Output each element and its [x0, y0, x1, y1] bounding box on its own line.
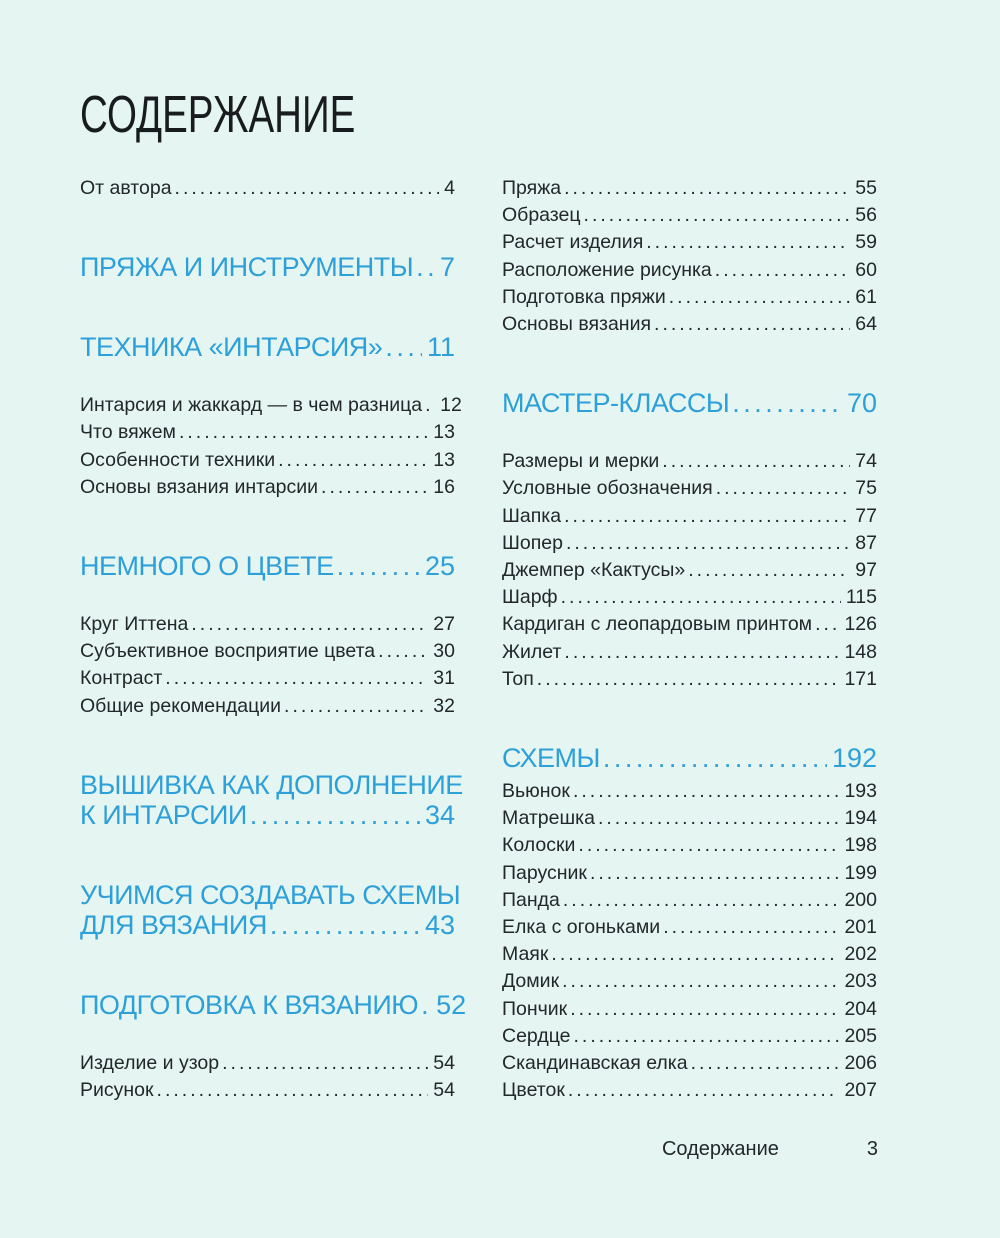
- dot-leader: [551, 941, 839, 968]
- toc-entry-label: Маяк: [502, 943, 549, 966]
- dot-leader: [563, 887, 840, 914]
- toc-section-title: ДЛЯ ВЯЗАНИЯ: [80, 909, 267, 940]
- dot-leader: [732, 388, 842, 418]
- toc-entry-page: 201: [844, 916, 877, 939]
- toc-entry: [502, 887, 877, 914]
- toc-section-title: УЧИМСЯ СОЗДАВАТЬ СХЕМЫ: [80, 879, 461, 910]
- toc-column-right: [502, 175, 877, 1104]
- toc-entry-page: 61: [855, 285, 877, 308]
- toc-column-left: [80, 175, 467, 1104]
- toc-entry-label: Контраст: [80, 667, 163, 690]
- toc-entry: [80, 1077, 455, 1104]
- dot-leader: [385, 332, 422, 362]
- toc-entry-page: 203: [844, 970, 877, 993]
- toc-entry-page: 194: [844, 807, 877, 830]
- dot-leader: [688, 557, 850, 584]
- dot-leader: [270, 910, 420, 940]
- dot-leader: [654, 311, 850, 338]
- toc-section-page: 11: [426, 332, 455, 363]
- dot-leader: [573, 778, 840, 805]
- toc-entry-page: 193: [844, 780, 877, 803]
- dot-leader: [574, 1023, 840, 1050]
- toc-entry: [502, 832, 877, 859]
- toc-entry-label: Что вяжем: [80, 421, 176, 444]
- toc-entry-page: 205: [844, 1024, 877, 1047]
- toc-section-page: 70: [846, 388, 877, 419]
- toc-section-heading-line: [80, 252, 455, 282]
- toc-entry-page: 77: [855, 504, 877, 527]
- toc-entry-label: Расчет изделия: [502, 231, 644, 254]
- dot-leader: [425, 392, 435, 419]
- toc-entry-label: Расположение рисунка: [502, 258, 712, 281]
- dot-leader: [416, 252, 435, 282]
- toc-entry: [502, 1050, 877, 1077]
- toc-entry: [502, 611, 877, 638]
- toc-entry-label: Шарф: [502, 586, 558, 609]
- toc-section-title: К ИНТАРСИИ: [80, 799, 247, 830]
- dot-leader: [669, 284, 851, 311]
- toc-entry: [502, 584, 877, 611]
- toc-entry: [80, 175, 455, 202]
- toc-entry-label: Матрешка: [502, 807, 595, 830]
- page-title: СОДЕРЖАНИЕ: [80, 86, 356, 144]
- dot-leader: [175, 175, 440, 202]
- toc-entry-page: 55: [855, 177, 877, 199]
- toc-entry-label: Основы вязания интарсии: [80, 475, 319, 498]
- dot-leader: [566, 530, 850, 557]
- dot-leader: [564, 175, 850, 202]
- toc-entry-label: Шапка: [502, 504, 562, 527]
- toc-entry: [502, 968, 877, 995]
- toc-entry-page: 115: [845, 586, 877, 609]
- toc-entry-page: 126: [844, 613, 877, 636]
- dot-leader: [561, 584, 841, 611]
- toc-section-heading-line: [80, 332, 455, 362]
- toc-entry: [502, 530, 877, 557]
- toc-section-title: МАСТЕР-КЛАССЫ: [502, 388, 730, 419]
- toc-section-heading-line: [502, 388, 877, 418]
- toc-entry-page: 13: [433, 421, 455, 444]
- dot-leader: [562, 968, 839, 995]
- dot-leader: [568, 1077, 840, 1104]
- dot-leader: [337, 551, 420, 581]
- toc-section-heading-line: [80, 769, 463, 800]
- toc-entry: [502, 666, 877, 693]
- toc-entry: [502, 311, 877, 338]
- toc-entry-page: 60: [855, 258, 877, 281]
- toc-entry-label: Круг Иттена: [80, 613, 189, 636]
- toc-entry-label: Джемпер «Кактусы»: [502, 559, 686, 582]
- toc-entry-page: 199: [844, 861, 877, 884]
- toc-entry-label: Топ: [502, 667, 534, 690]
- toc-entry-label: Особенности техники: [80, 448, 276, 471]
- dot-leader: [284, 693, 428, 720]
- toc-entry-page: 207: [844, 1079, 877, 1102]
- dot-leader: [564, 503, 850, 530]
- toc-entry: [80, 392, 462, 419]
- toc-section-title: НЕМНОГО О ЦВЕТЕ: [80, 551, 334, 582]
- toc-section-title: ПРЯЖА И ИНСТРУМЕНТЫ: [80, 252, 414, 283]
- dot-leader: [590, 860, 839, 887]
- toc-entry-label: Пончик: [502, 997, 568, 1020]
- dot-leader: [716, 475, 851, 502]
- toc-section-page: 25: [424, 551, 455, 582]
- toc-section-heading: [80, 332, 455, 362]
- toc-entry-page: 171: [844, 667, 877, 690]
- toc-entry: [502, 202, 877, 229]
- toc-entry-label: Интарсия и жаккард — в чем разница: [80, 394, 423, 417]
- toc-entry: [502, 257, 877, 284]
- toc-entry: [502, 805, 877, 832]
- toc-entry-page: 206: [844, 1052, 877, 1075]
- dot-leader: [603, 743, 827, 773]
- toc-section-page: 52: [436, 989, 467, 1020]
- toc-entry: [80, 474, 455, 501]
- toc-entry-label: Размеры и мерки: [502, 450, 660, 473]
- toc-entry-label: Сердце: [502, 1024, 571, 1047]
- toc-entry: [502, 284, 877, 311]
- toc-entry: [502, 229, 877, 256]
- toc-entry: [502, 503, 877, 530]
- toc-entry-page: 198: [844, 834, 877, 857]
- toc-entry-page: 32: [433, 694, 455, 717]
- toc-section-heading-line: [80, 989, 467, 1020]
- toc-section-page: 43: [424, 909, 455, 940]
- toc-entry: [502, 175, 877, 202]
- toc-section-heading: [502, 388, 877, 418]
- toc-entry-page: 31: [433, 667, 455, 690]
- toc-entry-label: Общие рекомендации: [80, 694, 282, 717]
- toc-entry-label: Домик: [502, 970, 560, 993]
- toc-entry-label: Рисунок: [80, 1079, 154, 1102]
- toc-entry-page: 148: [844, 640, 877, 663]
- toc-entry: [502, 1077, 877, 1104]
- toc-entry-page: 200: [844, 888, 877, 911]
- toc-section-heading: [80, 551, 455, 581]
- toc-entry-label: Елка с огоньками: [502, 916, 661, 939]
- toc-section-page: 34: [424, 799, 455, 830]
- toc-section-page: 7: [439, 252, 455, 283]
- toc-entry: [80, 665, 455, 692]
- toc-entry-label: Основы вязания: [502, 313, 652, 336]
- footer-section-label: Содержание: [661, 1138, 779, 1160]
- dot-leader: [663, 914, 839, 941]
- toc-entry-label: Кардиган с леопардовым принтом: [502, 613, 813, 636]
- toc-entry: [502, 639, 877, 666]
- toc-entry: [502, 778, 877, 805]
- toc-entry-label: От автора: [80, 177, 172, 199]
- toc-entry: [80, 1050, 455, 1077]
- toc-section-title: СХЕМЫ: [502, 743, 600, 774]
- toc-entry: [502, 860, 877, 887]
- toc-entry-page: 59: [855, 231, 877, 254]
- toc-section-heading: [80, 769, 463, 830]
- toc-section-heading-line: [80, 910, 455, 940]
- dot-leader: [564, 639, 839, 666]
- toc-entry-page: 54: [433, 1079, 455, 1102]
- toc-entry-label: Подготовка пряжи: [502, 285, 666, 308]
- toc-entry: [502, 557, 877, 584]
- toc-section-heading-line: [80, 551, 455, 581]
- toc-section-heading-line: [80, 800, 455, 830]
- dot-leader: [165, 665, 428, 692]
- toc-entry-page: 54: [433, 1051, 455, 1074]
- toc-entry-page: 56: [855, 204, 877, 227]
- dot-leader: [179, 419, 428, 446]
- toc-entry: [502, 941, 877, 968]
- dot-leader: [570, 996, 839, 1023]
- toc-section-heading-line: [80, 879, 461, 910]
- toc-entry: [502, 996, 877, 1023]
- toc-entry-label: Субъективное восприятие цвета: [80, 640, 376, 663]
- toc-entry: [80, 611, 455, 638]
- toc-entry: [80, 447, 455, 474]
- toc-entry-page: 97: [855, 559, 877, 582]
- toc-entry: [80, 638, 455, 665]
- dot-leader: [646, 229, 850, 256]
- dot-leader: [321, 474, 428, 501]
- toc-entry-label: Вьюнок: [502, 780, 570, 803]
- toc-entry-page: 202: [844, 943, 877, 966]
- toc-section-title: ТЕХНИКА «ИНТАРСИЯ»: [80, 332, 383, 363]
- dot-leader: [157, 1077, 429, 1104]
- toc-entry-label: Пряжа: [502, 177, 562, 199]
- dot-leader: [815, 611, 839, 638]
- toc-entry-page: 75: [855, 477, 877, 500]
- dot-leader: [421, 990, 431, 1020]
- dot-leader: [222, 1050, 428, 1077]
- toc-content: [80, 0, 878, 1104]
- toc-entry-page: 12: [440, 394, 462, 417]
- toc-entry-page: 87: [855, 531, 877, 554]
- dot-leader: [191, 611, 428, 638]
- toc-entry-label: Парусник: [502, 861, 587, 884]
- toc-entry-label: Условные обозначения: [502, 477, 713, 500]
- toc-entry-label: Колоски: [502, 834, 576, 857]
- toc-entry-label: Изделие и узор: [80, 1051, 220, 1074]
- toc-entry-page: 30: [433, 640, 455, 663]
- toc-entry-page: 27: [433, 613, 455, 636]
- dot-leader: [715, 257, 851, 284]
- toc-columns: [80, 175, 878, 1104]
- toc-entry-label: Жилет: [502, 640, 562, 663]
- toc-entry-label: Цветок: [502, 1079, 565, 1102]
- toc-entry: [502, 1023, 877, 1050]
- dot-leader: [662, 448, 850, 475]
- dot-leader: [598, 805, 840, 832]
- toc-section-heading: [80, 989, 467, 1020]
- toc-section-title: ВЫШИВКА КАК ДОПОЛНЕНИЕ: [80, 769, 463, 800]
- dot-leader: [578, 832, 839, 859]
- toc-entry-page: 13: [433, 448, 455, 471]
- toc-entry-page: 16: [433, 475, 455, 498]
- dot-leader: [278, 447, 428, 474]
- dot-leader: [378, 638, 428, 665]
- toc-section-page: 192: [831, 743, 877, 774]
- toc-entry: [502, 448, 877, 475]
- toc-section-heading: [502, 743, 877, 773]
- toc-entry-page: 64: [855, 313, 877, 336]
- toc-entry-label: Скандинавская елка: [502, 1052, 688, 1075]
- toc-entry: [80, 693, 455, 720]
- toc-entry-label: Панда: [502, 888, 560, 911]
- toc-section-title: ПОДГОТОВКА К ВЯЗАНИЮ: [80, 989, 419, 1020]
- toc-section-heading-line: [502, 743, 877, 773]
- dot-leader: [537, 666, 840, 693]
- toc-section-heading: [80, 879, 461, 940]
- page-footer: [80, 1138, 878, 1161]
- dot-leader: [584, 202, 851, 229]
- toc-entry: [502, 475, 877, 502]
- toc-entry-page: 4: [444, 177, 455, 199]
- toc-entry: [80, 419, 455, 446]
- dot-leader: [691, 1050, 840, 1077]
- toc-entry: [502, 914, 877, 941]
- toc-entry-label: Образец: [502, 204, 581, 227]
- dot-leader: [250, 800, 420, 830]
- toc-entry-label: Шопер: [502, 531, 563, 554]
- toc-entry-page: 74: [855, 450, 877, 473]
- toc-section-heading: [80, 252, 455, 282]
- toc-entry-page: 204: [844, 997, 877, 1020]
- footer-page-number: 3: [866, 1138, 878, 1160]
